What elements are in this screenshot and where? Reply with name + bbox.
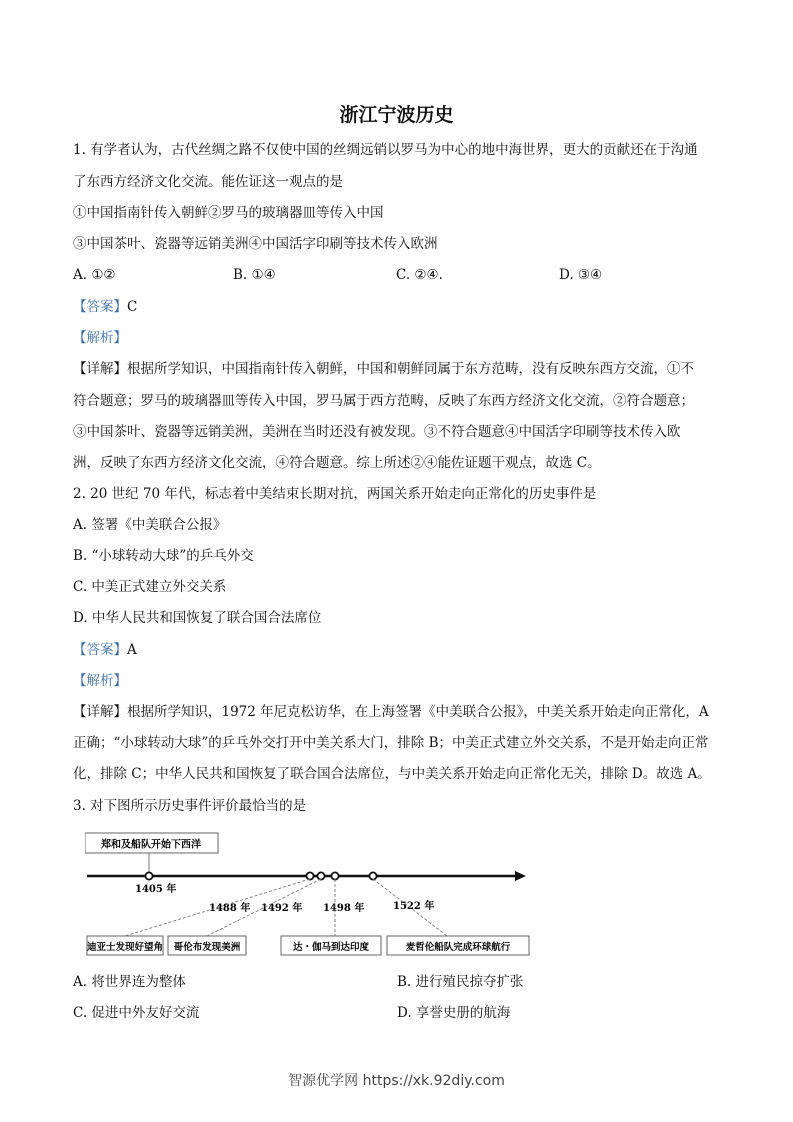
timeline-point-1522: [369, 872, 376, 879]
q1-answer: [73, 297, 723, 317]
q2-stem: 2. 20 世纪 70 年代，标志着中美结束长期对抗，两国关系开始走向正常化的历史事件是: [73, 486, 597, 502]
q3-option-a: A. 将世界连为整体: [73, 974, 186, 990]
timeline-point-1492: [317, 872, 324, 879]
q1-option-a: A. ①②: [73, 267, 116, 283]
q1-stem-line-2: 了东西方经济文化交流。能佐证这一观点的是: [73, 174, 343, 190]
q1-stem-line-1: 1. 有学者认为，古代丝绸之路不仅使中国的丝绸远销以罗马为中心的地中海世界，更大的贡献还在于沟通: [73, 142, 698, 158]
timeline-point-1405: [145, 872, 152, 879]
q1-detail-line-2: 符合题意；罗马的玻璃器皿等传入中国，罗马属于西方范畴，反映了东西方经济文化交流，②符合题意；: [73, 393, 694, 409]
q2-option-c: C. 中美正式建立外交关系: [73, 579, 227, 595]
answer-value: A: [127, 642, 137, 658]
timeline-year-1492: 1492 年: [261, 903, 303, 914]
page-title: 浙江宁波历史: [339, 104, 454, 126]
q2-detail-line-2: 正确；“小球转动大球”的乒乓外交打开中美关系大门，排除 B；中美正式建立外交关系，不是开始走向正常: [73, 735, 709, 751]
answer-value: C: [127, 299, 138, 315]
detail-tag: 【详解】: [73, 361, 127, 377]
q3-option-d: D. 享誉史册的航海: [397, 1005, 511, 1021]
q2-option-b: B. “小球转动大球”的乒乓外交: [73, 548, 254, 564]
q1-detail-line-1: [73, 359, 723, 379]
detail-tag: 【详解】: [73, 704, 127, 720]
q1-detail-line-4: 洲，反映了东西方经济文化交流，④符合题意。综上所述②④能佐证题干观点，故选 C。: [73, 455, 601, 471]
q2-analysis-tag: [73, 671, 723, 691]
q1-analysis-tag: [73, 328, 723, 348]
timeline-year-1498: 1498 年: [323, 903, 365, 914]
timeline-event-4: 麦哲伦船队完成环球航行: [405, 942, 511, 953]
q1-option-c: C. ②④.: [396, 267, 443, 283]
detail-text: 根据所学知识，1972 年尼克松访华，在上海签署《中美联合公报》，中美关系开始走向正常化，A: [127, 704, 709, 720]
timeline-figure: [85, 830, 535, 960]
timeline-event-2: 哥伦布发现美洲: [173, 942, 241, 953]
footer-watermark: 智源优学网 https://xk.92diy.com: [288, 1073, 505, 1089]
timeline-year-1522: 1522 年: [393, 901, 435, 912]
q3-stem: 3. 对下图所示历史事件评价最恰当的是: [73, 798, 307, 814]
q2-option-d: D. 中华人民共和国恢复了联合国合法席位: [73, 610, 322, 626]
timeline-year-1488: 1488 年: [209, 903, 251, 914]
timeline-year-1405: 1405 年: [135, 884, 177, 895]
timeline-point-1488: [306, 872, 313, 879]
timeline-arrow-icon: [515, 871, 526, 881]
timeline-top-label: 郑和及船队开始下西洋: [101, 839, 201, 851]
q2-detail-line-1: [73, 702, 723, 722]
answer-tag: 【答案】: [73, 642, 127, 658]
detail-text: 根据所学知识，中国指南针传入朝鲜，中国和朝鲜同属于东方范畴，没有反映东西方交流，①不: [127, 361, 694, 377]
q2-option-a: A. 签署《中美联合公报》: [73, 517, 227, 533]
answer-tag: 【答案】: [73, 299, 127, 315]
analysis-tag: 【解析】: [73, 673, 127, 689]
timeline-event-1: 迪亚士发现好望角: [86, 942, 164, 953]
q1-item-line-1: ①中国指南针传入朝鲜②罗马的玻璃器皿等传入中国: [73, 205, 384, 221]
q1-option-b: B. ①④: [233, 267, 276, 283]
q1-detail-line-3: ③中国茶叶、瓷器等远销美洲，美洲在当时还没有被发现。③不符合题意④中国活字印刷等技术传入欧: [73, 424, 681, 440]
q3-option-c: C. 促进中外友好交流: [73, 1005, 200, 1021]
q2-answer: [73, 640, 723, 660]
analysis-tag: 【解析】: [73, 330, 127, 346]
q3-option-b: B. 进行殖民掠夺扩张: [397, 974, 524, 990]
timeline-point-1498: [331, 872, 338, 879]
q1-option-d: D. ③④: [559, 267, 603, 283]
q1-item-line-2: ③中国茶叶、瓷器等远销美洲④中国活字印刷等技术传入欧洲: [73, 236, 438, 252]
q2-detail-line-3: 化，排除 C；中华人民共和国恢复了联合国合法席位，与中美关系开始走向正常化无关，排除 D。故选 A。: [73, 766, 711, 782]
timeline-event-3: 达・伽马到达印度: [292, 942, 370, 953]
